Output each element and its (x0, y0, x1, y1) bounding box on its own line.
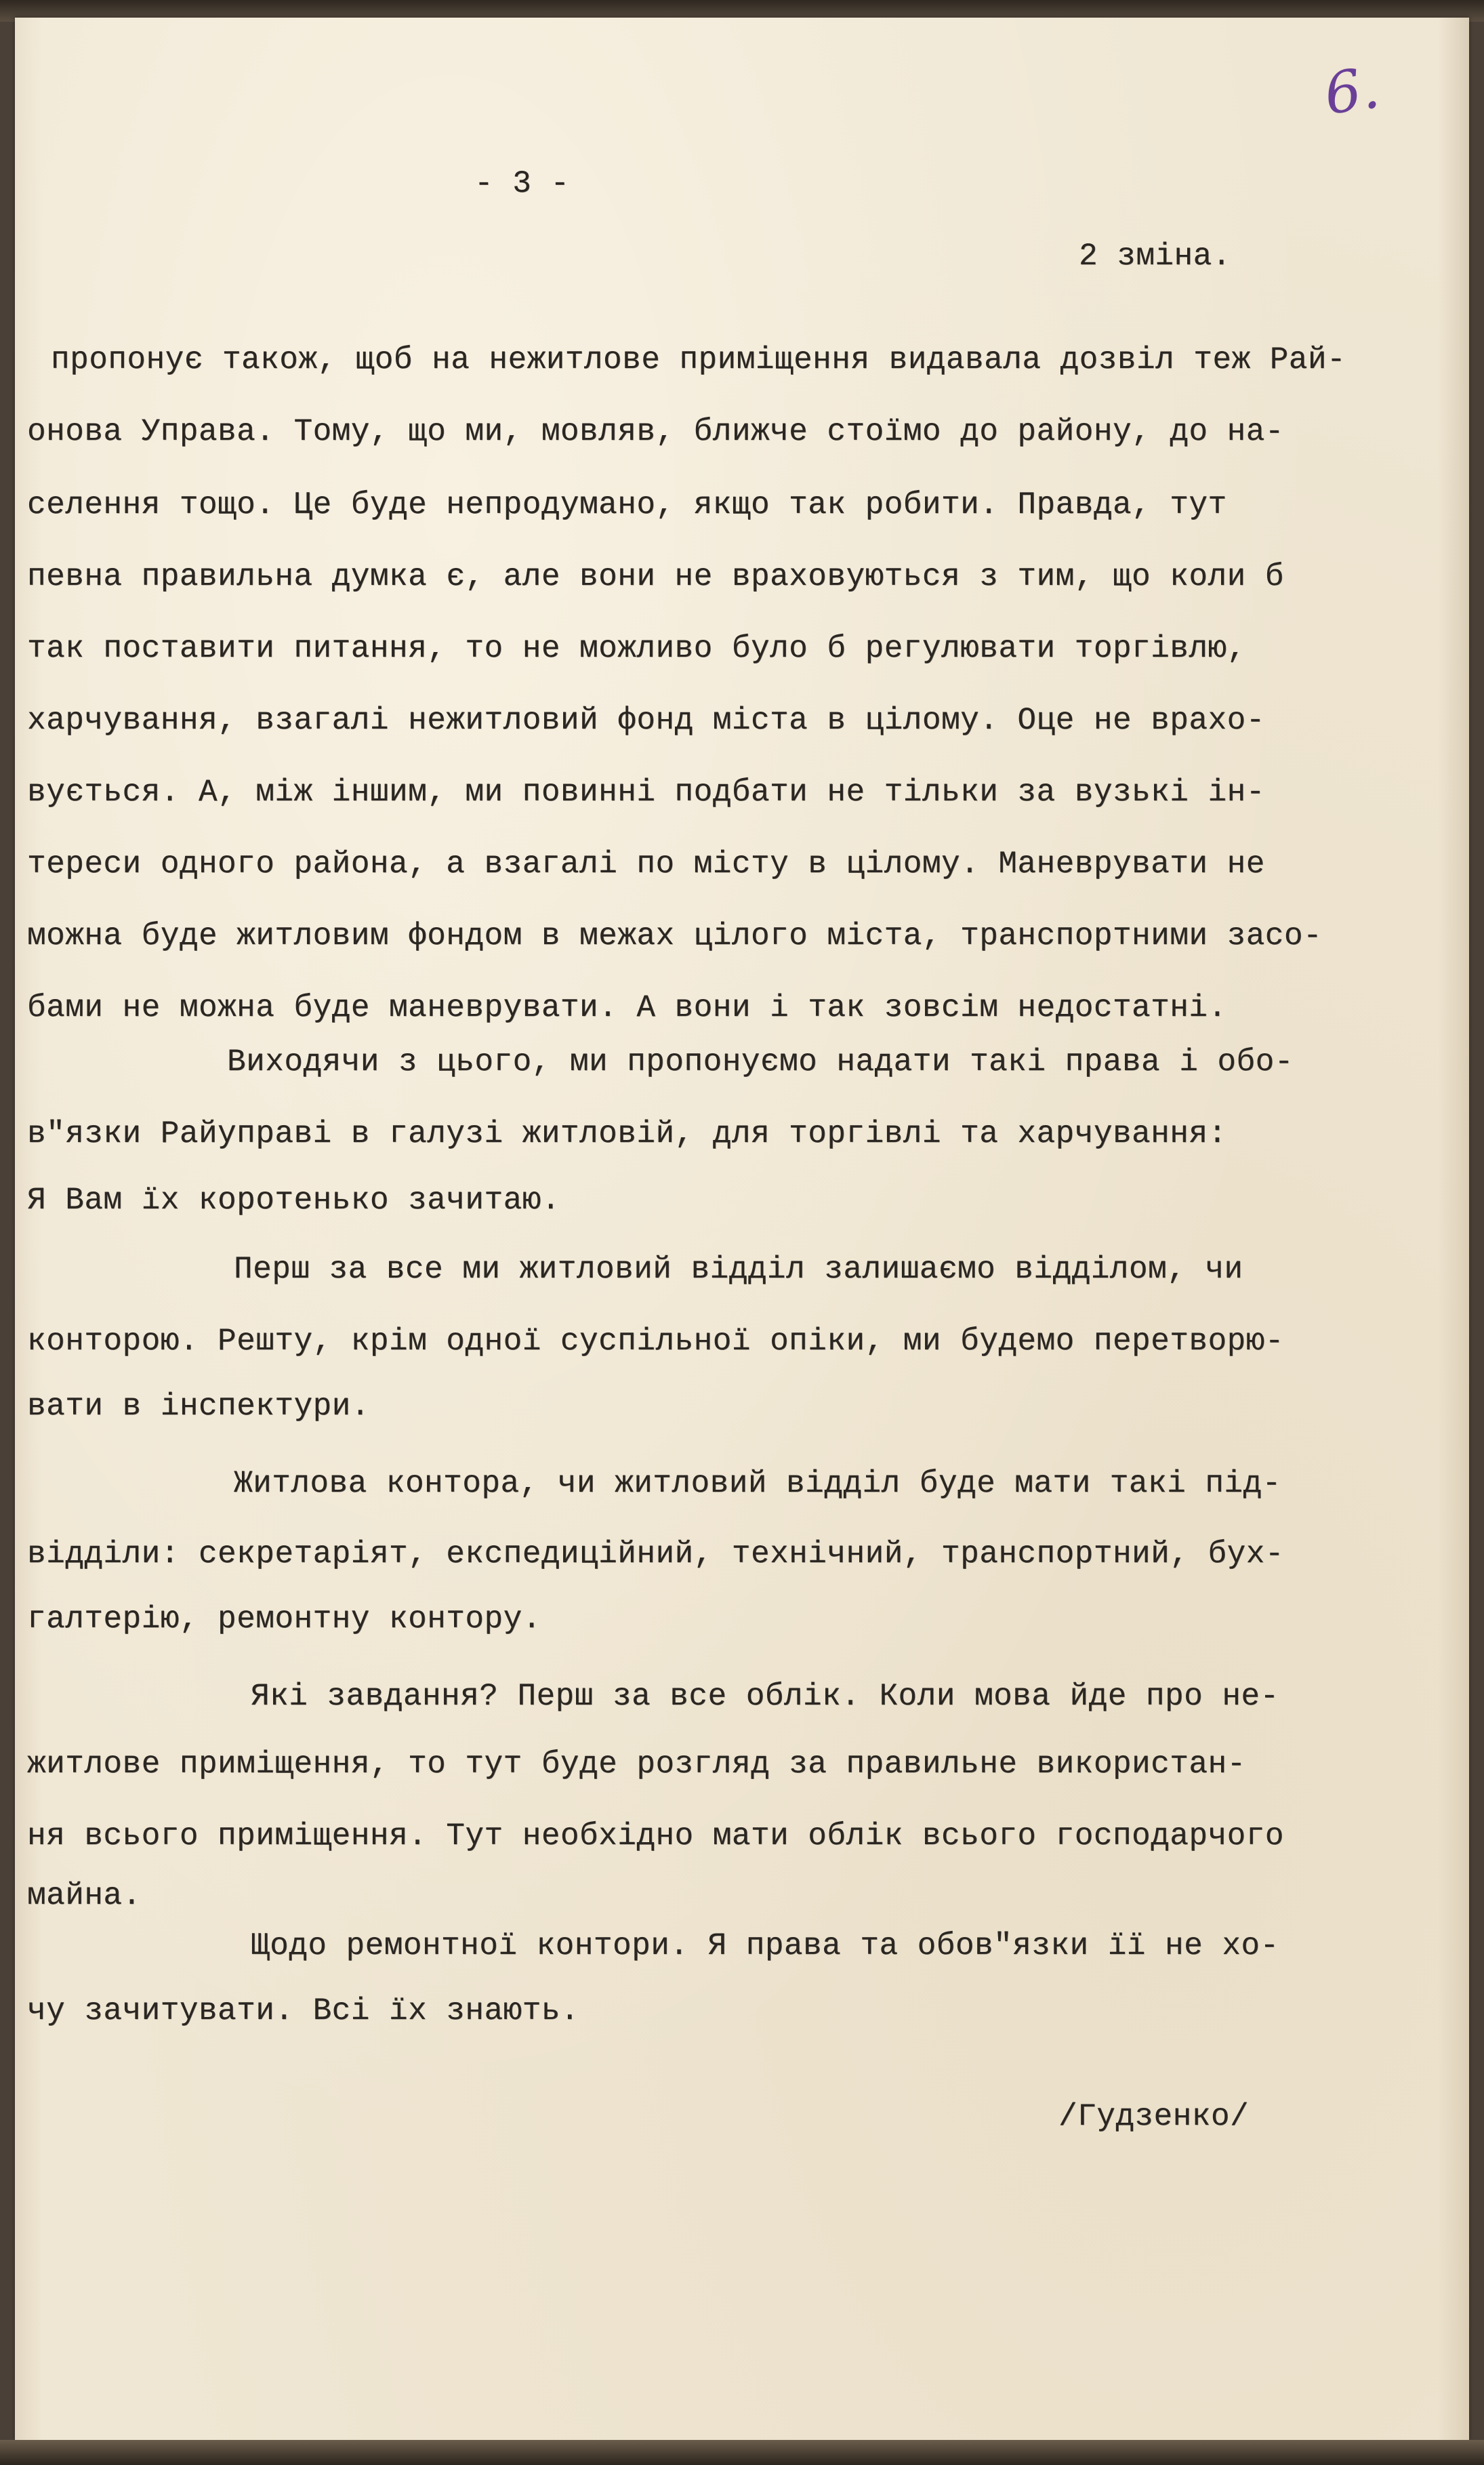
body-line-12: в"язки Райуправі в галузі житловій, для торгівлі та харчування: (27, 1116, 1227, 1152)
signature: /Гудзенко/ (1058, 2099, 1250, 2134)
body-line-20: Які завдання? Перш за все облік. Коли мова йде про не- (251, 1679, 1279, 1714)
body-line-11: Виходячи з цього, ми пропонуємо надати такі права і обо- (227, 1044, 1294, 1080)
body-line-7: вується. А, між іншим, ми повинні подбати не тільки за вузькі ін- (27, 775, 1265, 810)
body-line-1: пропонує також, щоб на нежитлове приміщення видавала дозвіл теж Рай- (51, 342, 1346, 378)
body-line-5: так поставити питання, то не можливо було б регулювати торгівлю, (27, 631, 1246, 666)
body-line-10: бами не можна буде маневрувати. А вони і так зовсім недостатні. (27, 990, 1227, 1025)
body-line-21: житлове приміщення, то тут буде розгляд за правильне використан- (27, 1747, 1246, 1782)
body-line-19: галтерію, ремонтну контору. (27, 1602, 541, 1637)
body-line-23: майна. (27, 1878, 142, 1913)
page-number: - 3 - (474, 166, 570, 201)
body-line-18: відділи: секретаріят, експедиційний, технічний, транспортний, бух- (27, 1536, 1284, 1572)
body-line-17: Житлова контора, чи житловий відділ буде мати такі під- (234, 1466, 1281, 1501)
body-line-25: чу зачитувати. Всі їх знають. (27, 1993, 580, 2029)
body-line-14: Перш за все ми житловий відділ залишаємо відділом, чи (234, 1252, 1243, 1287)
scan-edge-bottom (0, 2440, 1484, 2465)
body-line-15: конторою. Решту, крім одної суспільної опіки, ми будемо перетворю- (27, 1324, 1284, 1359)
shift-label: 2 зміна. (1079, 239, 1231, 274)
body-line-9: можна буде житловим фондом в межах цілого міста, транспортними засо- (27, 918, 1323, 954)
body-line-4: певна правильна думка є, але вони не враховуються з тим, що коли б (27, 559, 1284, 594)
body-line-2: онова Управа. Тому, що ми, мовляв, ближче стоїмо до району, до на- (27, 414, 1284, 449)
body-line-16: вати в інспектури. (27, 1389, 370, 1424)
document-page (15, 18, 1469, 2440)
folio-number: 6. (1320, 54, 1384, 128)
body-line-24: Щодо ремонтної контори. Я права та обов"язки її не хо- (251, 1928, 1279, 1963)
body-line-13: Я Вам їх коротенько зачитаю. (27, 1183, 560, 1218)
body-line-8: тереси одного района, а взагалі по місту в цілому. Маневрувати не (27, 847, 1265, 882)
body-line-6: харчування, взагалі нежитловий фонд міста в цілому. Оце не врахо- (27, 703, 1265, 738)
body-line-22: ня всього приміщення. Тут необхідно мати облік всього господарчого (27, 1818, 1284, 1854)
body-line-3: селення тощо. Це буде непродумано, якщо так робити. Правда, тут (27, 487, 1227, 523)
